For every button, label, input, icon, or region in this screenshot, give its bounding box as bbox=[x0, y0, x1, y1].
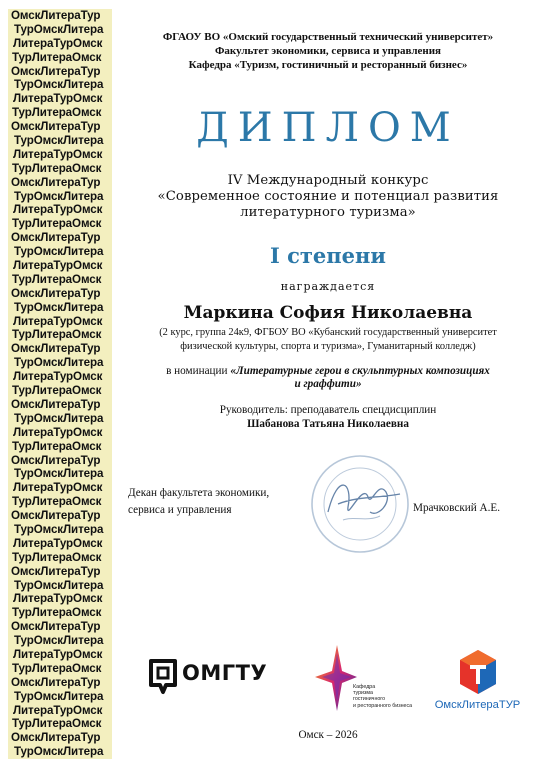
nomination-prefix: в номинации bbox=[166, 365, 231, 377]
stripe-line: ОмскЛитераТур bbox=[11, 286, 101, 300]
recipient-info-line-2: физической культуры, спорта и туризма», Гуманитарный колледж) bbox=[180, 341, 476, 352]
stripe-line: ЛитераТурОмск bbox=[13, 370, 103, 384]
stripe-line: ТурЛитераОмск bbox=[12, 606, 102, 620]
diploma-content bbox=[118, 0, 538, 768]
stripe-line: ТурОмскЛитера bbox=[14, 745, 104, 759]
omgtu-logo-text: ОМГТУ bbox=[182, 661, 268, 685]
stripe-line: ЛитераТурОмск bbox=[13, 647, 103, 661]
stripe-line: ЛитераТурОмск bbox=[13, 259, 103, 273]
nomination-title-2: и граффити» bbox=[294, 378, 362, 390]
signatory-position bbox=[128, 485, 269, 519]
stripe-line: ОмскЛитераТур bbox=[11, 397, 101, 411]
stripe-line: ОмскЛитераТур bbox=[11, 175, 101, 189]
supervisor bbox=[118, 403, 538, 431]
stripe-line: ТурЛитераОмск bbox=[12, 161, 102, 175]
stripe-line: ЛитераТурОмск bbox=[13, 481, 103, 495]
stripe-line: ТурЛитераОмск bbox=[12, 272, 102, 286]
omgtu-logo bbox=[146, 655, 271, 697]
header-department: Кафедра «Туризм, гостиничный и ресторанный бизнес» bbox=[188, 59, 468, 71]
stripe-line: ТурЛитераОмск bbox=[12, 384, 102, 398]
stripe-line: ОмскЛитераТур bbox=[11, 620, 101, 634]
kafedra-text-line-1: Кафедра bbox=[353, 684, 376, 690]
signatory-name: Мрачковский А.Е. bbox=[413, 502, 501, 514]
signatory-position-line-2: сервиса и управления bbox=[128, 504, 232, 516]
stripe-line: ЛитераТурОмск bbox=[13, 36, 103, 50]
stripe-line: ТурОмскЛитера bbox=[14, 467, 104, 481]
contest-line-2: «Современное состояние и потенциал развития bbox=[157, 189, 499, 204]
stripe-line: ЛитераТурОмск bbox=[13, 314, 103, 328]
stripe-line: ТурОмскЛитера bbox=[14, 522, 104, 536]
stripe-line: ТурОмскЛитера bbox=[14, 689, 104, 703]
stripe-line: ЛитераТурОмск bbox=[13, 203, 103, 217]
signatory-position-line-1: Декан факультета экономики, bbox=[128, 487, 270, 499]
header-university: ФГАОУ ВО «Омский государственный технический университет» bbox=[162, 31, 494, 43]
recipient-info-line-1: (2 курс, группа 24к9, ФГБОУ ВО «Кубанский государственный университет bbox=[159, 327, 497, 338]
stripe-line: ОмскЛитераТур bbox=[11, 453, 101, 467]
kafedra-text-line-4: и ресторанного бизнеса bbox=[353, 702, 413, 709]
stripe-line: ОмскЛитераТур bbox=[11, 64, 101, 78]
stripe-line: ЛитераТурОмск bbox=[13, 536, 103, 550]
stripe-line: ТурОмскЛитера bbox=[14, 78, 104, 92]
stripe-line: ТурОмскЛитера bbox=[14, 245, 104, 259]
kafedra-logo bbox=[313, 643, 413, 713]
stripe-line: ТурЛитераОмск bbox=[12, 495, 102, 509]
stripe-line: ОмскЛитераТур bbox=[11, 231, 101, 245]
recipient-name: Маркина София Николаевна bbox=[183, 303, 473, 323]
supervisor-role: Руководитель: преподаватель спецдисциплин bbox=[219, 404, 437, 416]
recipient-info bbox=[118, 326, 538, 354]
stripe-line: ОмскЛитераТур bbox=[11, 731, 101, 745]
stripe-line: ТурОмскЛитера bbox=[14, 578, 104, 592]
decorative-side-stripe bbox=[8, 9, 112, 759]
stripe-line: ОмскЛитераТур bbox=[11, 342, 101, 356]
stripe-line: ЛитераТурОмск bbox=[13, 92, 103, 106]
nomination-title-1: «Литературные герои в скульптурных композициях bbox=[230, 365, 490, 377]
stripe-line: ОмскЛитераТур bbox=[11, 564, 101, 578]
stripe-line: ЛитераТурОмск bbox=[13, 703, 103, 717]
contest-name bbox=[118, 173, 538, 221]
awarded-label: награждается bbox=[280, 280, 376, 293]
literatur-logo-text: ОмскЛитераТУР bbox=[434, 699, 521, 711]
stripe-line: ТурОмскЛитера bbox=[14, 634, 104, 648]
stripe-line: ОмскЛитераТур bbox=[11, 9, 101, 22]
diploma-title: ДИПЛОМ bbox=[196, 105, 460, 151]
stripe-line: ТурОмскЛитера bbox=[14, 411, 104, 425]
nomination-line-1 bbox=[118, 365, 538, 378]
stripe-line: ОмскЛитераТур bbox=[11, 120, 101, 134]
nomination bbox=[118, 365, 538, 391]
stripe-line: ТурОмскЛитера bbox=[14, 134, 104, 148]
stripe-line: ЛитераТурОмск bbox=[13, 592, 103, 606]
stripe-line: ТурЛитераОмск bbox=[12, 661, 102, 675]
place-and-year: Омск – 2026 bbox=[298, 729, 358, 741]
contest-line-3: литературного туризма» bbox=[240, 205, 416, 220]
stripe-line: ТурЛитераОмск bbox=[12, 328, 102, 342]
stripe-line: ТурОмскЛитера bbox=[14, 189, 104, 203]
header-faculty: Факультет экономики, сервиса и управления bbox=[214, 45, 442, 57]
kafedra-logo-text bbox=[353, 684, 413, 709]
institution-header bbox=[118, 30, 538, 72]
contest-line-1: IV Международный конкурс bbox=[227, 173, 429, 188]
stripe-line: ОмскЛитераТур bbox=[11, 509, 101, 523]
supervisor-name: Шабанова Татьяна Николаевна bbox=[247, 418, 409, 430]
stripe-line: ЛитераТурОмск bbox=[13, 425, 103, 439]
omsk-literatur-logo bbox=[430, 648, 525, 716]
degree-label: I степени bbox=[270, 243, 386, 268]
stripe-line: ЛитераТурОмск bbox=[13, 147, 103, 161]
stripe-line: ОмскЛитераТур bbox=[11, 675, 101, 689]
kafedra-text-line-2: туризма bbox=[353, 690, 373, 697]
literatur-hexagon-icon bbox=[457, 648, 499, 696]
stripe-line: ТурЛитераОмск bbox=[12, 217, 102, 231]
stripe-line: ТурЛитераОмск bbox=[12, 106, 102, 120]
stripe-line: ТурЛитераОмск bbox=[12, 550, 102, 564]
stripe-line: ТурОмскЛитера bbox=[14, 22, 104, 36]
stripe-line: ТурОмскЛитера bbox=[14, 356, 104, 370]
stripe-line: ТурЛитераОмск bbox=[12, 717, 102, 731]
stripe-line: ТурЛитераОмск bbox=[12, 50, 102, 64]
kafedra-text-line-3: гостиничного bbox=[353, 696, 386, 703]
omgtu-emblem-icon bbox=[146, 655, 180, 697]
stripe-line: ТурОмскЛитера bbox=[14, 300, 104, 314]
stripe-line: ТурЛитераОмск bbox=[12, 439, 102, 453]
official-stamp-and-signature bbox=[308, 452, 412, 556]
